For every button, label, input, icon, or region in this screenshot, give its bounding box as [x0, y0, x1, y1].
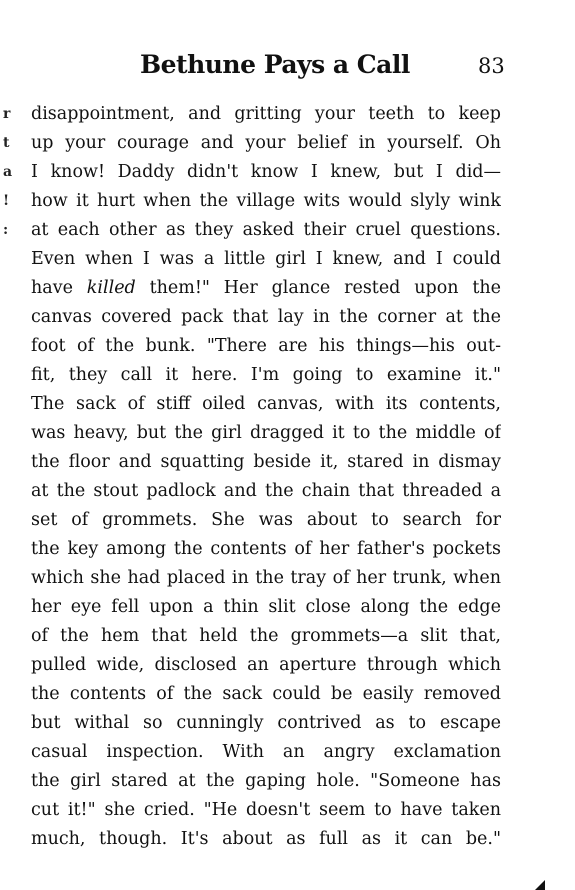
- running-head-title: Bethune Pays a Call: [140, 50, 410, 79]
- text-line-with-emphasis: [31, 274, 501, 303]
- margin-mark: :: [3, 222, 9, 238]
- emphasized-word: killed: [86, 278, 136, 298]
- text-line: I know! Daddy didn't know I knew, but I did—: [31, 162, 501, 182]
- text-line: the floor and squatting beside it, stared in dismay: [31, 452, 501, 472]
- text-line: fit, they call it here. I'm going to examine it.": [31, 365, 501, 385]
- text-line: her eye fell upon a thin slit close along the edge: [31, 597, 501, 617]
- page-number: 83: [478, 54, 505, 78]
- text-line: disappointment, and gritting your teeth to keep: [31, 104, 501, 124]
- text-line: the girl stared at the gaping hole. "Someone has: [31, 771, 501, 791]
- text-line: which she had placed in the tray of her trunk, when: [31, 568, 501, 588]
- text-line: up your courage and your belief in yourself. Oh: [31, 133, 501, 153]
- text-line: at each other as they asked their cruel questions.: [31, 220, 501, 240]
- margin-mark: !: [3, 193, 10, 209]
- margin-mark: t: [3, 135, 10, 151]
- text-line: pulled wide, disclosed an aperture through which: [31, 655, 501, 675]
- text-line: but withal so cunningly contrived as to escape: [31, 713, 501, 733]
- margin-mark: a: [3, 164, 13, 180]
- text-line: foot of the bunk. "There are his things—his out-: [31, 336, 501, 356]
- text-line: casual inspection. With an angry exclamation: [31, 742, 501, 762]
- text-fragment: have: [31, 278, 87, 298]
- body-paragraph: [31, 100, 501, 854]
- text-line: how it hurt when the village wits would slyly wink: [31, 191, 501, 211]
- text-line: the key among the contents of her father's pockets: [31, 539, 501, 559]
- text-line: at the stout padlock and the chain that threaded a: [31, 481, 501, 501]
- page-corner-mark: [535, 880, 545, 890]
- text-line: set of grommets. She was about to search for: [31, 510, 501, 530]
- text-line: of the hem that held the grommets—a slit that,: [31, 626, 501, 646]
- text-line: cut it!" she cried. "He doesn't seem to have taken: [31, 800, 501, 820]
- text-fragment: them!" Her glance rested upon the: [135, 278, 501, 298]
- text-line: the contents of the sack could be easily removed: [31, 684, 501, 704]
- margin-mark: r: [3, 106, 11, 122]
- text-line: much, though. It's about as full as it can be.": [31, 829, 501, 849]
- text-line: The sack of stiff oiled canvas, with its contents,: [31, 394, 501, 414]
- margin-marks: [3, 100, 13, 245]
- text-line: Even when I was a little girl I knew, and I could: [31, 249, 501, 269]
- text-line: was heavy, but the girl dragged it to the middle of: [31, 423, 501, 443]
- text-line: canvas covered pack that lay in the corner at the: [31, 307, 501, 327]
